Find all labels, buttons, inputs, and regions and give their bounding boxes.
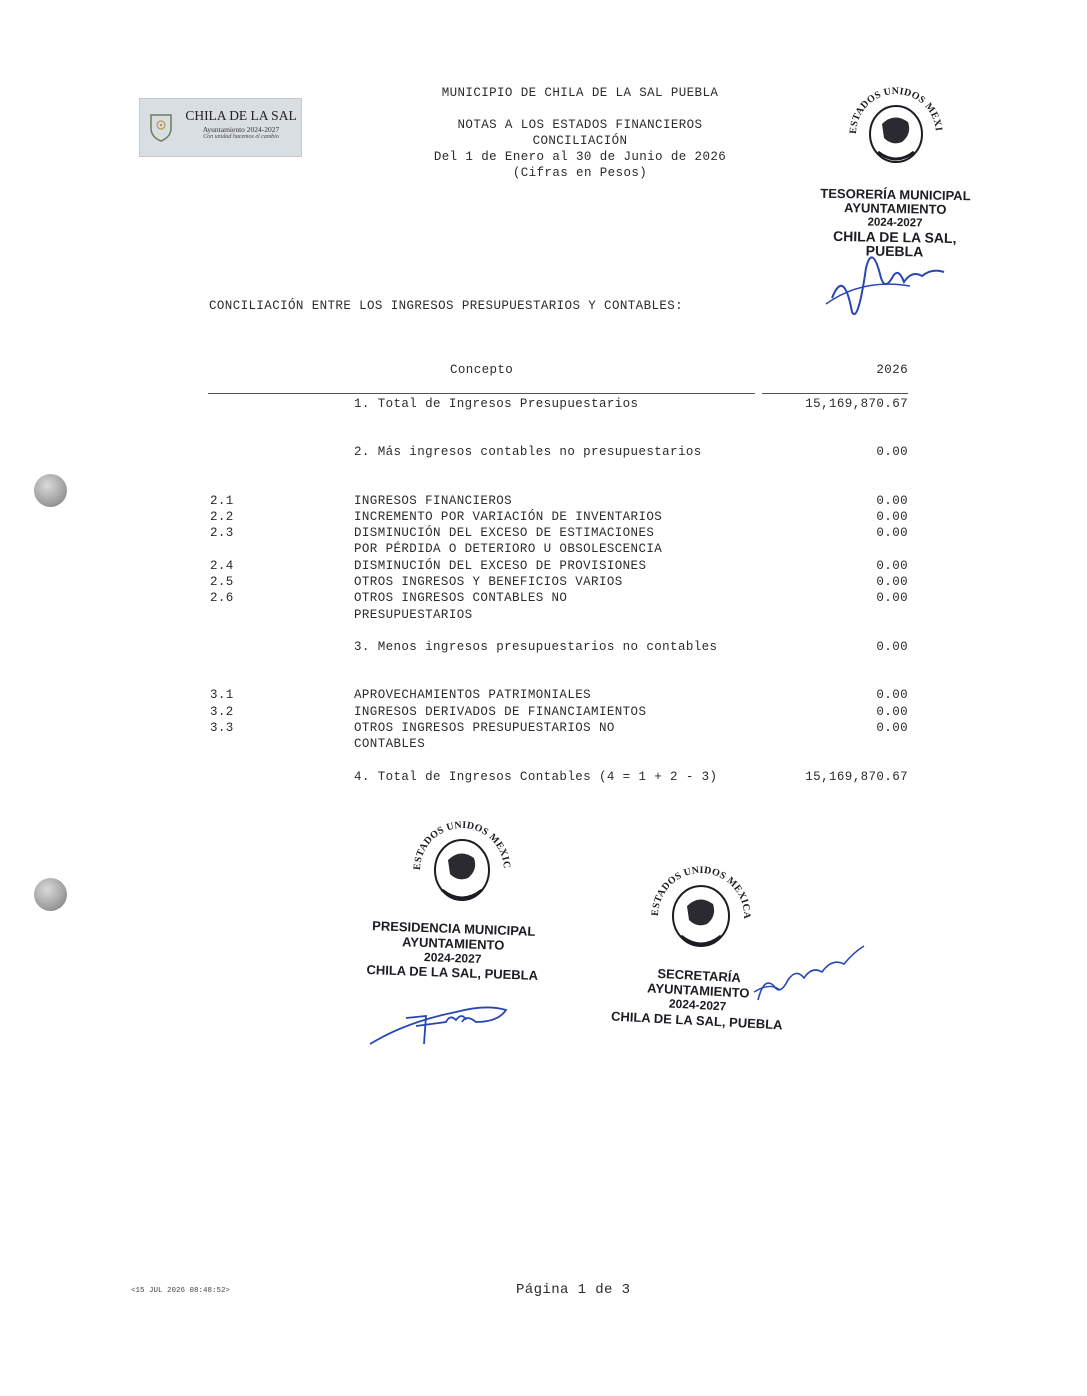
table-row (0, 542, 1087, 558)
header-rule-concept (208, 393, 755, 394)
row-label: OTROS INGRESOS Y BENEFICIOS VARIOS (354, 575, 623, 589)
row-label: POR PÉRDIDA O DETERIORO U OBSOLESCENCIA (354, 542, 663, 556)
treasury-seal (836, 76, 956, 186)
row-label: 1. Total de Ingresos Presupuestarios (354, 397, 639, 411)
page-number: Página 1 de 3 (516, 1282, 631, 1298)
row-value: 0.00 (876, 510, 908, 524)
municipality-logo (139, 98, 302, 157)
presidency-seal-line-2: AYUNTAMIENTO (401, 933, 505, 953)
secretary-seal (638, 856, 764, 968)
table-row (0, 445, 1087, 461)
row-code: 3.2 (210, 705, 234, 719)
treasury-seal-line-3: 2024-2027 (867, 216, 923, 230)
row-label: INCREMENTO POR VARIACIÓN DE INVENTARIOS (354, 510, 663, 524)
presidency-seal-line-3: 2024-2027 (423, 949, 482, 966)
table-row (0, 526, 1087, 542)
table-row (0, 721, 1087, 737)
row-code: 2.1 (210, 494, 234, 508)
row-code: 2.4 (210, 559, 234, 573)
print-timestamp: <15 JUL 2026 08:48:52> (131, 1287, 231, 1295)
presidency-seal-line-4: CHILA DE LA SAL, PUEBLA (366, 961, 539, 983)
table-row (0, 705, 1087, 721)
document-section: CONCILIACIÓN (532, 134, 628, 148)
treasury-seal-line-4: CHILA DE LA SAL, PUEBLA (832, 227, 957, 260)
president-signature (366, 992, 516, 1052)
table-row (0, 494, 1087, 510)
hole-punch (34, 878, 67, 911)
column-header-year: 2026 (876, 363, 908, 377)
logo-subtitle: Ayuntamiento 2024-2027 (202, 125, 280, 134)
coat-of-arms-icon (148, 112, 174, 142)
table-row (0, 397, 1087, 413)
document-title: NOTAS A LOS ESTADOS FINANCIEROS (457, 118, 703, 132)
row-label: INGRESOS DERIVADOS DE FINANCIAMIENTOS (354, 705, 647, 719)
table-row (0, 575, 1087, 591)
row-label: 3. Menos ingresos presupuestarios no contables (354, 640, 718, 654)
row-value: 15,169,870.67 (805, 770, 908, 784)
table-row (0, 591, 1087, 607)
row-label: PRESUPUESTARIOS (354, 608, 473, 622)
row-code: 3.3 (210, 721, 234, 735)
row-value: 0.00 (876, 705, 908, 719)
table-row (0, 737, 1087, 753)
row-value: 0.00 (876, 494, 908, 508)
national-eagle-seal-icon (638, 856, 764, 968)
row-value: 15,169,870.67 (805, 397, 908, 411)
row-code: 3.1 (210, 688, 234, 702)
secretary-seal-line-3: 2024-2027 (668, 996, 727, 1014)
table-row (0, 688, 1087, 704)
secretary-seal-line-4: CHILA DE LA SAL, PUEBLA (610, 1008, 783, 1033)
row-value: 0.00 (876, 575, 908, 589)
row-label: 2. Más ingresos contables no presupuestarios (354, 445, 702, 459)
document-period: Del 1 de Enero al 30 de Junio de 2026 (433, 150, 727, 164)
logo-title: CHILA DE LA SAL (185, 108, 297, 123)
secretary-seal-line-1: SECRETARÍA (657, 965, 742, 986)
svg-text:ESTADOS UNIDOS MEXICANOS: ESTADOS UNIDOS MEXI (847, 85, 944, 135)
treasury-seal-line-1: TESORERÍA MUNICIPAL (820, 185, 971, 204)
document-units: (Cifras en Pesos) (512, 166, 648, 180)
treasury-seal-line-2: AYUNTAMIENTO (843, 200, 947, 217)
row-label: DISMINUCIÓN DEL EXCESO DE PROVISIONES (354, 559, 647, 573)
hole-punch (34, 474, 67, 507)
row-value: 0.00 (876, 591, 908, 605)
row-label: 4. Total de Ingresos Contables (4 = 1 + 2 - 3) (354, 770, 718, 784)
row-label: CONTABLES (354, 737, 426, 751)
row-value: 0.00 (876, 688, 908, 702)
row-label: INGRESOS FINANCIEROS (354, 494, 513, 508)
secretary-seal-line-2: AYUNTAMIENTO (646, 980, 750, 1001)
row-code: 2.2 (210, 510, 234, 524)
svg-text:ESTADOS UNIDOS MEXICANOS: ESTADOS UNIDOS MEXIC (411, 819, 513, 871)
row-code: 2.6 (210, 591, 234, 605)
section-heading: CONCILIACIÓN ENTRE LOS INGRESOS PRESUPUESTARIOS Y CONTABLES: (209, 299, 684, 313)
row-value: 0.00 (876, 559, 908, 573)
row-value: 0.00 (876, 445, 908, 459)
row-label: DISMINUCIÓN DEL EXCESO DE ESTIMACIONES (354, 526, 655, 540)
row-label: OTROS INGRESOS PRESUPUESTARIOS NO (354, 721, 615, 735)
row-label: OTROS INGRESOS CONTABLES NO (354, 591, 568, 605)
row-code: 2.3 (210, 526, 234, 540)
table-row (0, 510, 1087, 526)
table-row (0, 608, 1087, 624)
logo-motto: Con unidad hacemos el cambio (203, 134, 279, 140)
national-eagle-seal-icon (400, 812, 524, 922)
presidency-seal (400, 812, 524, 922)
table-row (0, 640, 1087, 656)
municipality-name: MUNICIPIO DE CHILA DE LA SAL PUEBLA (441, 86, 719, 100)
column-header-concept: Concepto (450, 363, 514, 377)
row-label: APROVECHAMIENTOS PATRIMONIALES (354, 688, 592, 702)
svg-text:ESTADOS UNIDOS MEXICANOS: ESTADOS UNIDOS MEXICA (649, 864, 753, 920)
table-row (0, 559, 1087, 575)
table-row (0, 770, 1087, 786)
national-eagle-seal-icon (836, 76, 956, 186)
secretary-signature (750, 936, 870, 1006)
header-rule-year (762, 393, 908, 394)
row-value: 0.00 (876, 526, 908, 540)
row-value: 0.00 (876, 640, 908, 654)
presidency-seal-line-1: PRESIDENCIA MUNICIPAL (371, 918, 536, 939)
row-value: 0.00 (876, 721, 908, 735)
treasurer-signature (822, 238, 952, 324)
row-code: 2.5 (210, 575, 234, 589)
